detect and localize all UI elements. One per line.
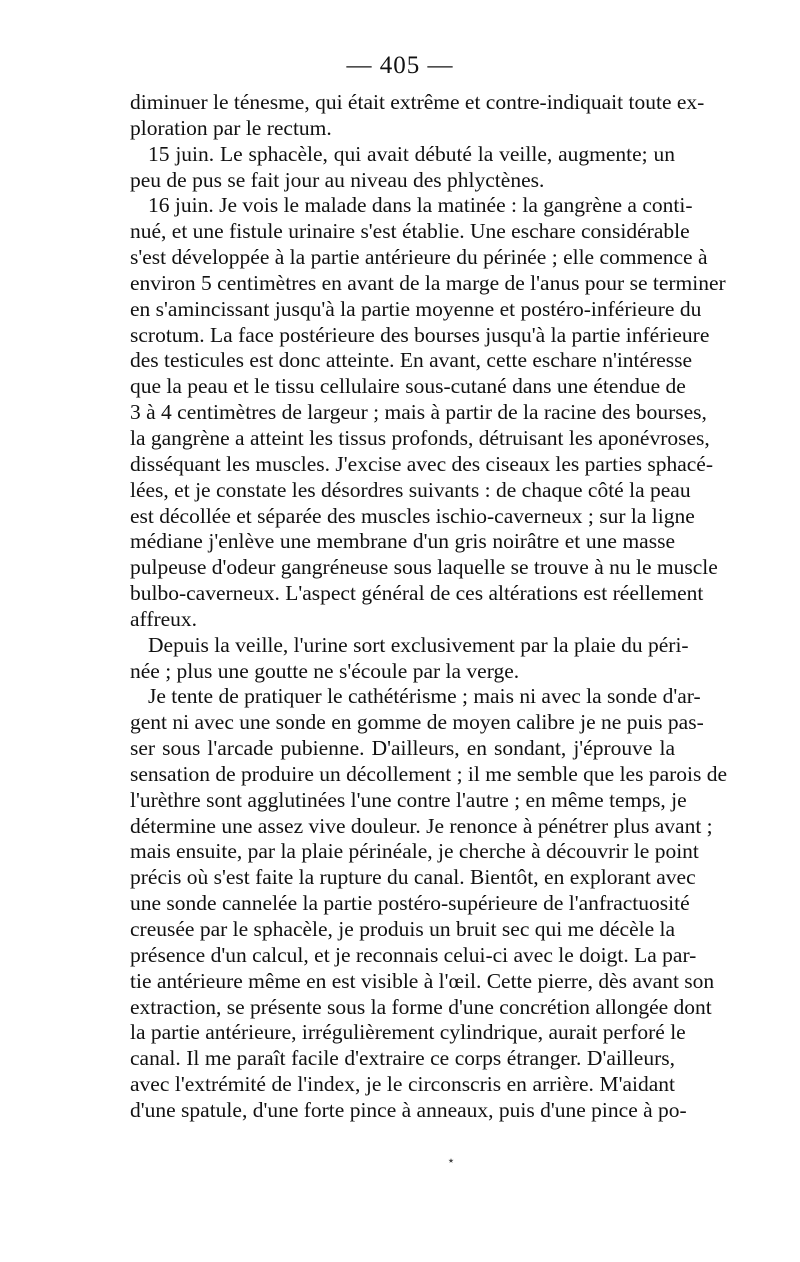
text-line: tie antérieure même en est visible à l'œil. Cette pierre, dès avant son xyxy=(130,968,715,993)
text-line: d'une spatule, d'une forte pince à anneaux, puis d'une pince à po- xyxy=(130,1097,687,1122)
text-line: scrotum. La face postérieure des bourses jusqu'à la partie inférieure xyxy=(130,322,710,347)
text-line: canal. Il me paraît facile d'extraire ce corps étranger. D'ailleurs, xyxy=(130,1046,675,1071)
text-line: détermine une assez vive douleur. Je renonce à pénétrer plus avant ; xyxy=(130,813,713,838)
text-line: médiane j'enlève une membrane d'un gris noirâtre et une masse xyxy=(130,529,675,554)
text-line: Je tente de pratiquer le cathétérisme ; mais ni avec la sonde d'ar- xyxy=(148,684,701,709)
text-line: bulbo-caverneux. L'aspect général de ces altérations est réellement xyxy=(130,581,704,606)
text-line: la partie antérieure, irrégulièrement cylindrique, aurait perforé le xyxy=(130,1020,686,1045)
page-number: — 405 — xyxy=(346,52,454,79)
text-line: l'urèthre sont agglutinées l'une contre l'autre ; en même temps, je xyxy=(130,787,687,812)
text-line: s'est développée à la partie antérieure du périnée ; elle commence à xyxy=(130,245,708,270)
body-text xyxy=(130,90,728,1124)
text-line: présence d'un calcul, et je reconnais celui-ci avec le doigt. La par- xyxy=(130,942,697,967)
text-line: lées, et je constate les désordres suivants : de chaque côté la peau xyxy=(130,477,691,502)
text-line: extraction, se présente sous la forme d'une concrétion allongée dont xyxy=(130,994,712,1019)
text-line: mais ensuite, par la plaie périnéale, je cherche à découvrir le point xyxy=(130,839,699,864)
text-line: diminuer le ténesme, qui était extrême et contre-indiquait toute ex- xyxy=(130,90,705,114)
text-line: que la peau et le tissu cellulaire sous-cutané dans une étendue de xyxy=(130,374,686,399)
text-line: des testicules est donc atteinte. En avant, cette eschare n'intéresse xyxy=(130,348,693,373)
text-line: 15 juin. Le sphacèle, qui avait débuté la veille, augmente; un xyxy=(148,141,675,166)
text-line: environ 5 centimètres en avant de la marge de l'anus pour se terminer xyxy=(130,270,726,295)
text-line: une sonde cannelée la partie postéro-supérieure de l'anfractuosité xyxy=(130,891,690,916)
text-line: sensation de produire un décollement ; il me semble que les parois de xyxy=(130,761,728,786)
text-line: affreux. xyxy=(130,606,198,631)
text-line: Depuis la veille, l'urine sort exclusivement par la plaie du péri- xyxy=(148,632,689,657)
text-line: ser sous l'arcade pubienne. D'ailleurs, en sondant, j'éprouve la xyxy=(130,736,675,761)
text-line: née ; plus une goutte ne s'écoule par la verge. xyxy=(130,658,520,683)
text-line: avec l'extrémité de l'index, je le circonscris en arrière. M'aidant xyxy=(130,1072,675,1097)
text-line: peu de pus se fait jour au niveau des phlyctènes. xyxy=(130,167,545,192)
text-line: 3 à 4 centimètres de largeur ; mais à partir de la racine des bourses, xyxy=(130,400,707,425)
text-line: disséquant les muscles. J'excise avec des ciseaux les parties sphacé- xyxy=(130,451,713,476)
stray-ink-mark: ٭ xyxy=(448,1155,454,1167)
text-line: creusée par le sphacèle, je produis un bruit sec qui me décèle la xyxy=(130,917,676,941)
text-line: précis où s'est faite la rupture du canal. Bientôt, en explorant avec xyxy=(130,865,696,890)
text-line: 16 juin. Je vois le malade dans la matinée : la gangrène a conti- xyxy=(148,193,693,218)
text-line: en s'amincissant jusqu'à la partie moyenne et postéro-inférieure du xyxy=(130,296,702,321)
text-line: ploration par le rectum. xyxy=(130,115,332,140)
text-line: nué, et une fistule urinaire s'est établie. Une eschare considérable xyxy=(130,219,690,244)
text-line: la gangrène a atteint les tissus profonds, détruisant les aponévroses, xyxy=(130,425,710,450)
text-line: est décollée et séparée des muscles ischio-caverneux ; sur la ligne xyxy=(130,503,695,528)
text-line: pulpeuse d'odeur gangréneuse sous laquelle se trouve à nu le muscle xyxy=(130,555,718,580)
text-line: gent ni avec une sonde en gomme de moyen calibre je ne puis pas- xyxy=(130,710,704,735)
